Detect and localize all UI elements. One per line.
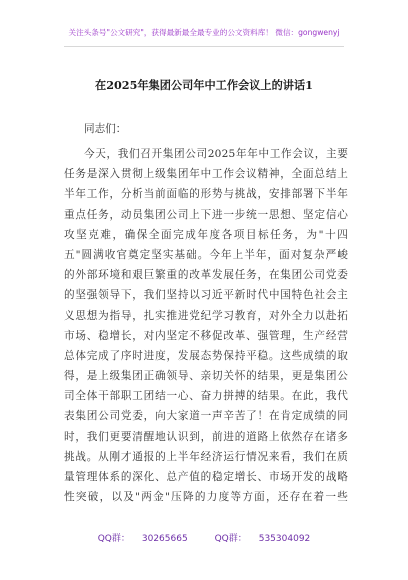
body-line: 五"圆满收官奠定坚实基础。今年上半年，面对复杂严峻 [64, 248, 348, 261]
qq-label-2: QQ群： [214, 534, 247, 544]
body-line: 时，我们更要清醒地认识到，前进的道路上依然存在诸多 [64, 430, 348, 443]
body-line: 的坚强领导下，我们坚持以习近平新时代中国特色社会主 [64, 289, 348, 302]
body-line: 的外部环境和艰巨繁重的改革发展任务，在集团公司党委 [64, 269, 348, 282]
body-line: 司全体干部职工团结一心、奋力拼搏的结果。在此，我代 [64, 390, 348, 403]
qq-label-1: QQ群： [97, 534, 130, 544]
body-line: 挑战。从刚才通报的上半年经济运行情况来看，我们在质 [64, 450, 348, 463]
body-line: 义思想为指导，扎实推进党纪学习教育，对外全力以赴拓 [64, 309, 348, 322]
salutation: 同志们： [84, 123, 127, 135]
body-line: 表集团公司党委，向大家道一声辛苦了！在肯定成绩的同 [64, 410, 348, 423]
body-line: 今天，我们召开集团公司2025年年中工作会议，主要 [84, 148, 348, 160]
document-body [64, 144, 348, 507]
header-divider [64, 46, 344, 47]
body-line: 半年工作，分析当前面临的形势与挑战，安排部署下半年 [64, 188, 348, 201]
qq-value-2: 535304092 [258, 534, 311, 544]
qq-group-1 [92, 534, 194, 544]
body-line: 量管理体系的深化、总产值的稳定增长、市场开发的战略 [64, 471, 348, 483]
body-line: 性突破，以及"两金"压降的力度等方面，还存在着一些 [64, 491, 348, 504]
body-line: 得，是上级集团正确领导、亲切关怀的结果，更是集团公 [64, 370, 348, 383]
document-title: 在2025年集团公司年中工作会议上的讲话1 [95, 78, 313, 92]
body-line: 市场、稳增长，对内坚定不移促改革、强管理，生产经营 [64, 329, 348, 342]
footer-contact [0, 531, 408, 544]
body-line: 攻坚克难，确保全面完成年度各项目标任务，为"十四 [64, 228, 348, 241]
body-line: 总体完成了序时进度，发展态势保持平稳。这些成绩的取 [64, 349, 348, 362]
body-line: 重点任务，动员集团公司上下进一步统一思想、坚定信心 [64, 208, 348, 221]
qq-group-2 [209, 534, 317, 544]
body-line: 任务是深入贯彻上级集团年中工作会议精神，全面总结上 [64, 168, 348, 181]
header-note: 关注头条号"公文研究"，获得最新最全最专业的公文资料库！ 微信：gongwenyj [68, 28, 340, 37]
qq-value-1: 30265665 [141, 534, 188, 544]
